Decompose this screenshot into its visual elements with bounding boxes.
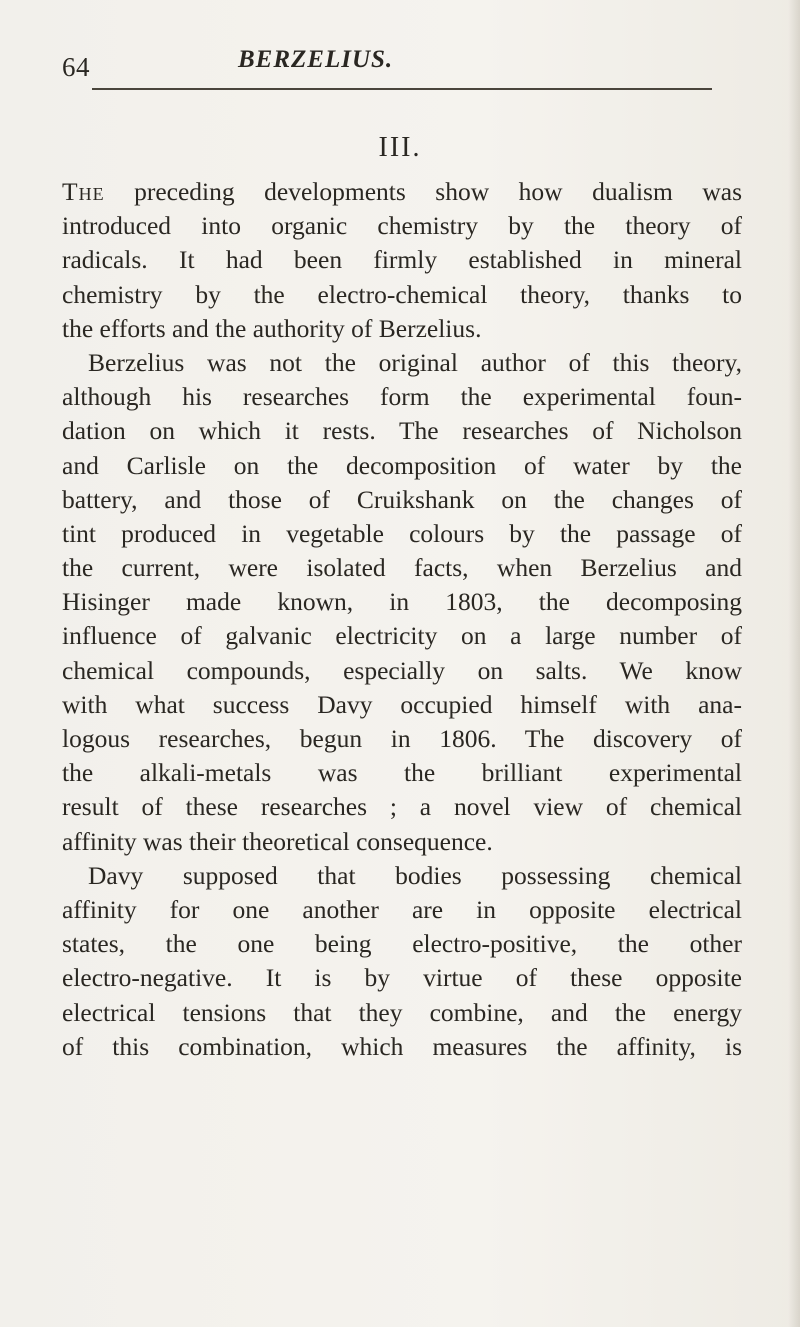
text-line: influence of galvanic electricity on a large number of	[62, 621, 742, 651]
text-line: logous researches, begun in 1806. The discovery of	[62, 724, 742, 753]
text-line: battery, and those of Cruikshank on the changes of	[62, 484, 742, 514]
page-edge-shadow	[788, 0, 800, 1327]
text-line: the efforts and the authority of Berzelius.	[62, 313, 482, 343]
text-line: of this combination, which measures the affinity, is	[62, 1031, 742, 1061]
text-line: chemical compounds, especially on salts. We know	[62, 655, 742, 685]
running-head: BERZELIUS.	[238, 46, 394, 73]
text-line: dation on which it rests. The researches of Nicholson	[62, 416, 742, 446]
text-line: electro-negative. It is by virtue of these opposite	[62, 963, 742, 993]
text-line: Berzelius was not the original author of this theory,	[88, 347, 742, 377]
text-line: Davy supposed that bodies possessing chemical	[88, 860, 742, 890]
text-line: radicals. It had been firmly established in mineral	[62, 245, 742, 275]
text-line: tint produced in vegetable colours by the passage of	[62, 518, 742, 548]
text-line: Hisinger made known, in 1803, the decomposing	[62, 587, 742, 617]
text-line: result of these researches ; a novel view of chemical	[62, 792, 742, 822]
text-line: electrical tensions that they combine, and the energy	[62, 997, 742, 1027]
lead-word: The	[62, 177, 105, 206]
text-line: affinity for one another are in opposite electrical	[62, 894, 742, 924]
text-line: states, the one being electro-positive, the other	[62, 929, 742, 959]
text-line: The preceding developments show how dualism was	[62, 177, 742, 206]
text-line: chemistry by the electro-chemical theory, thanks to	[62, 279, 742, 309]
text-line: with what success Davy occupied himself with ana-	[62, 689, 742, 719]
text-line: and Carlisle on the decomposition of water by the	[62, 450, 742, 480]
text-line: although his researches form the experimental foun-	[62, 382, 742, 412]
header-rule	[92, 88, 712, 90]
body-text	[62, 175, 742, 1064]
page-number: 64	[62, 52, 90, 82]
text-line: the alkali-metals was the brilliant experimental	[62, 758, 742, 788]
text-line: affinity was their theoretical consequence.	[62, 826, 493, 856]
text-line: introduced into organic chemistry by the theory of	[62, 211, 742, 241]
section-heading: III.	[378, 132, 422, 163]
text-line: the current, were isolated facts, when Berzelius and	[62, 553, 742, 583]
